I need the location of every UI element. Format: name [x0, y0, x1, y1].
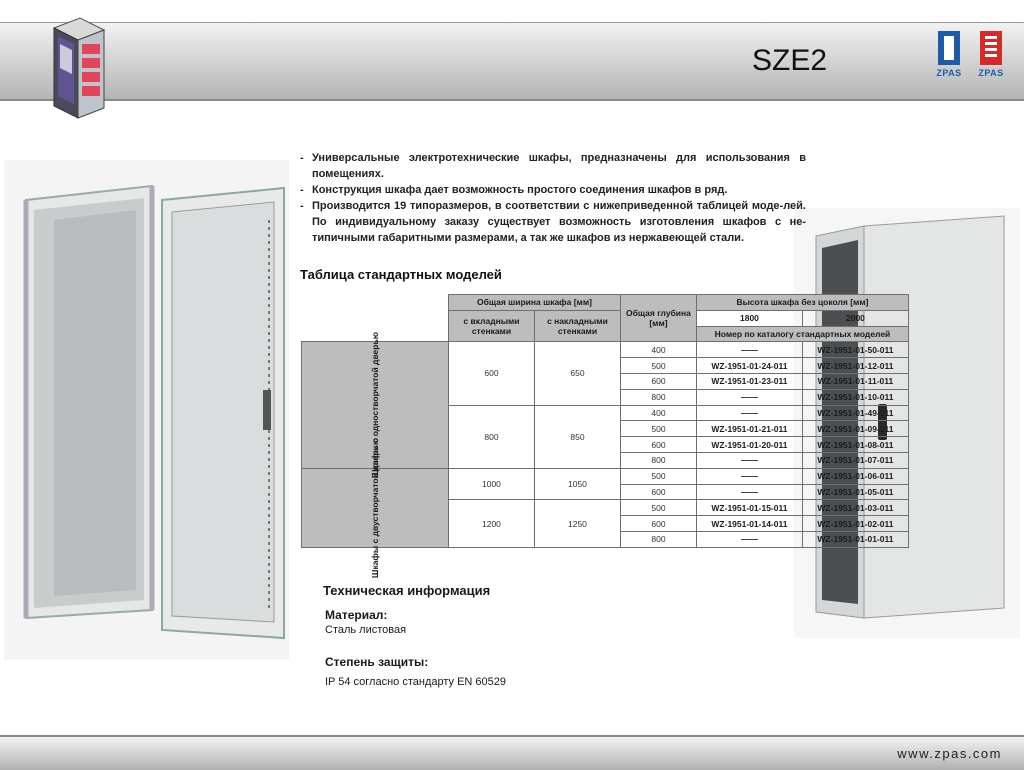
- intro-bullet: - Конструкция шкафа дает возможность простого соединения шкафов в ряд.: [298, 182, 806, 198]
- depth-cell: 500: [620, 500, 696, 516]
- model-2000-cell: WZ-1951-01-07-011: [802, 452, 908, 468]
- model-2000-cell: WZ-1951-01-50-011: [802, 342, 908, 358]
- intro-list: [298, 150, 806, 246]
- zpas-blue-logo-icon: [937, 30, 961, 66]
- depth-cell: 500: [620, 421, 696, 437]
- header-width-inset: с вкладными стенками: [448, 310, 534, 342]
- zpas-brand-red: [974, 30, 1008, 88]
- brand-label: ZPAS: [978, 68, 1004, 78]
- header-catalog: Номер по каталогу стандартных моделей: [696, 326, 908, 342]
- group-label: Шкафы с одностворчатой дверью: [369, 332, 380, 479]
- model-1800-cell: ——: [696, 484, 802, 500]
- model-2000-cell: WZ-1951-01-12-011: [802, 358, 908, 374]
- model-2000-cell: WZ-1951-01-08-011: [802, 437, 908, 453]
- brand-label: ZPAS: [936, 68, 962, 78]
- model-1800-cell: WZ-1951-01-14-011: [696, 516, 802, 532]
- depth-cell: 800: [620, 452, 696, 468]
- protection-value: IP 54 согласно стандарту EN 60529: [325, 676, 507, 688]
- header-height-1800: 1800: [696, 310, 802, 326]
- depth-cell: 400: [620, 342, 696, 358]
- width-inset-cell: 1200: [448, 500, 534, 547]
- zpas-brand-blue: [932, 30, 966, 88]
- group-label: Шкафы с двустворчатой дверью: [369, 437, 380, 578]
- model-2000-cell: WZ-1951-01-11-011: [802, 373, 908, 389]
- model-1800-cell: ——: [696, 342, 802, 358]
- header-width-overlay: с накладными стенками: [534, 310, 620, 342]
- tech-info-title: Техническая информация: [323, 583, 491, 598]
- model-2000-cell: WZ-1951-01-06-011: [802, 468, 908, 484]
- depth-cell: 500: [620, 358, 696, 374]
- depth-cell: 600: [620, 373, 696, 389]
- depth-cell: 800: [620, 389, 696, 405]
- model-2000-cell: WZ-1951-01-10-011: [802, 389, 908, 405]
- header-band: [0, 22, 1024, 101]
- website-link[interactable]: www.zpas.com: [897, 746, 1002, 761]
- intro-bullet: - Универсальные электротехнические шкафы, предназначены для использования в помещениях.: [298, 150, 806, 182]
- model-2000-cell: WZ-1951-01-05-011: [802, 484, 908, 500]
- width-overlay-cell: 1250: [534, 500, 620, 547]
- width-inset-cell: 800: [448, 405, 534, 468]
- width-inset-cell: 600: [448, 342, 534, 405]
- table-row: [302, 468, 909, 484]
- footer-band: [0, 735, 1024, 770]
- models-table: [301, 294, 909, 578]
- intro-bullet: - Производится 19 типоразмеров, в соответствии с нижеприведенной таблицей моде-лей. По индивидуальному заказу существует возможность изготовления шкафов с не-типичными габаритными размерами, а так же шкафов из нержавеющей стали.: [298, 198, 806, 246]
- group-double-door: [302, 437, 449, 578]
- open-cabinet-image: [4, 160, 289, 660]
- header-height-2000: 2000: [802, 310, 908, 326]
- page-title: SZE2: [752, 44, 828, 77]
- model-2000-cell: WZ-1951-01-09-011: [802, 421, 908, 437]
- model-1800-cell: WZ-1951-01-20-011: [696, 437, 802, 453]
- header-depth: Общая глубина [мм]: [620, 295, 696, 342]
- model-1800-cell: WZ-1951-01-23-011: [696, 373, 802, 389]
- model-2000-cell: WZ-1951-01-03-011: [802, 500, 908, 516]
- header-width: Общая ширина шкафа [мм]: [448, 295, 620, 311]
- width-overlay-cell: 1050: [534, 468, 620, 500]
- model-1800-cell: ——: [696, 452, 802, 468]
- width-overlay-cell: 850: [534, 405, 620, 468]
- material-value: Сталь листовая: [325, 624, 407, 636]
- model-1800-cell: WZ-1951-01-21-011: [696, 421, 802, 437]
- model-2000-cell: WZ-1951-01-02-011: [802, 516, 908, 532]
- material-label: Материал:: [325, 608, 388, 622]
- model-1800-cell: ——: [696, 531, 802, 547]
- table-row: [302, 342, 909, 358]
- header-height: Высота шкафа без цоколя [мм]: [696, 295, 908, 311]
- depth-cell: 800: [620, 531, 696, 547]
- width-inset-cell: 1000: [448, 468, 534, 500]
- depth-cell: 400: [620, 405, 696, 421]
- zpas-cube-logo-icon: [44, 14, 112, 122]
- model-2000-cell: WZ-1951-01-01-011: [802, 531, 908, 547]
- depth-cell: 500: [620, 468, 696, 484]
- depth-cell: 600: [620, 484, 696, 500]
- width-overlay-cell: 650: [534, 342, 620, 405]
- model-1800-cell: WZ-1951-01-15-011: [696, 500, 802, 516]
- protection-label: Степень защиты:: [325, 655, 429, 669]
- model-2000-cell: WZ-1951-01-49-011: [802, 405, 908, 421]
- table-title: Таблица стандартных моделей: [300, 267, 502, 282]
- model-1800-cell: ——: [696, 389, 802, 405]
- depth-cell: 600: [620, 516, 696, 532]
- model-1800-cell: WZ-1951-01-24-011: [696, 358, 802, 374]
- model-1800-cell: ——: [696, 468, 802, 484]
- depth-cell: 600: [620, 437, 696, 453]
- zpas-red-logo-icon: [979, 30, 1003, 66]
- model-1800-cell: ——: [696, 405, 802, 421]
